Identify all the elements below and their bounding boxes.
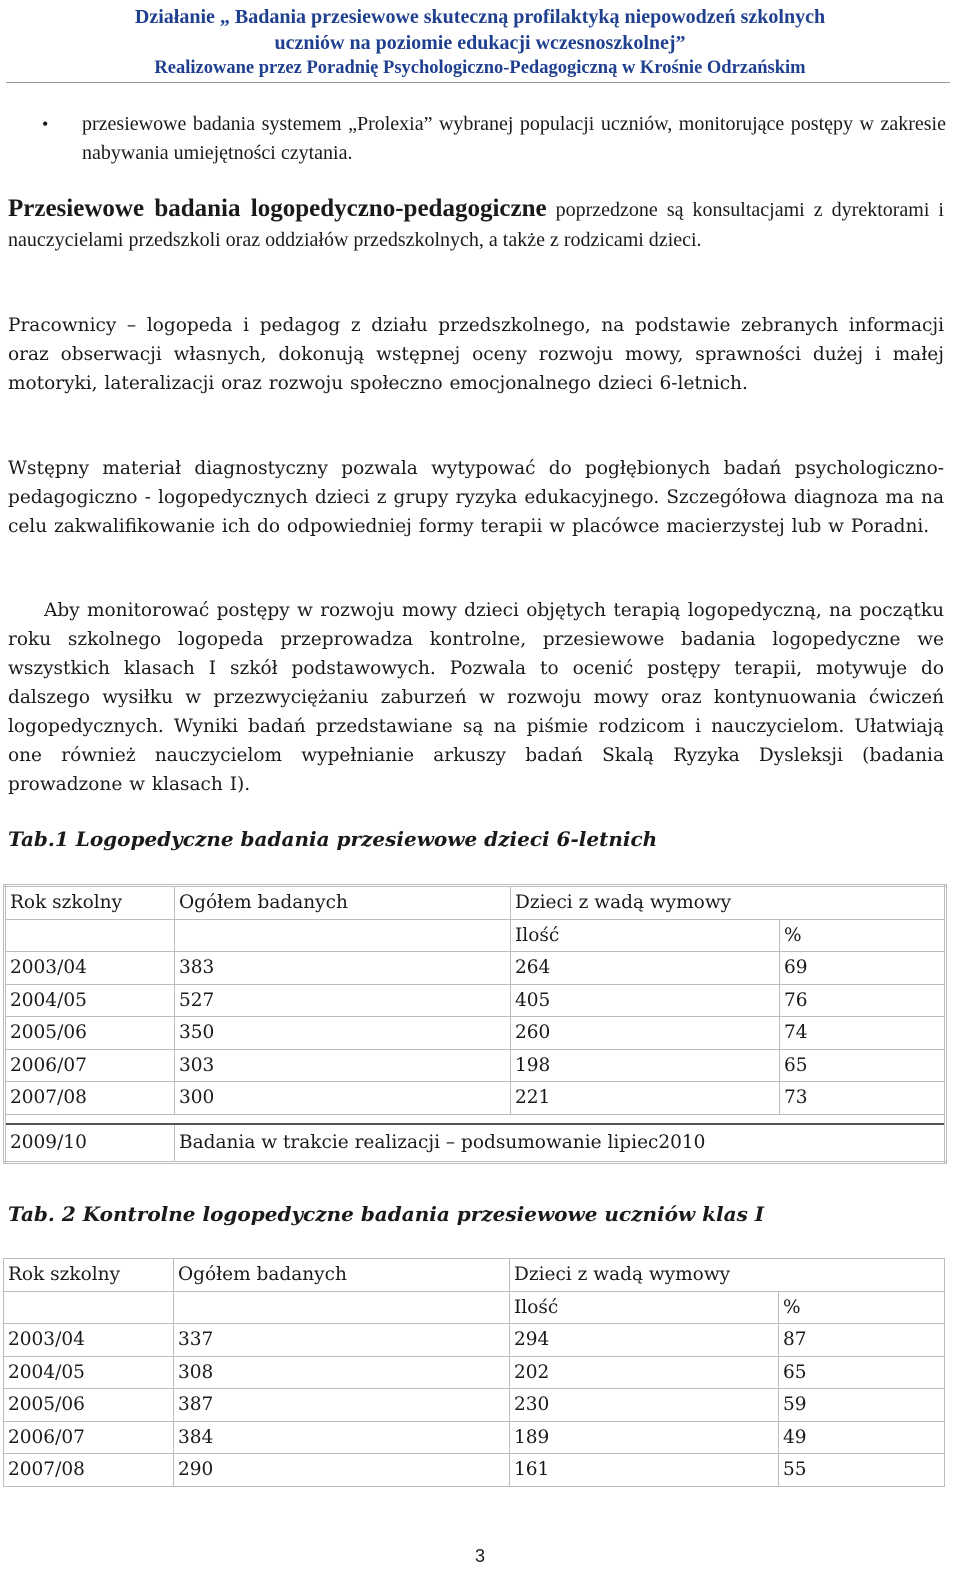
bullet-icon: • bbox=[42, 114, 49, 134]
table-cell-empty bbox=[4, 1291, 174, 1324]
table-cell: 308 bbox=[174, 1356, 510, 1389]
table-cell: 294 bbox=[510, 1324, 779, 1357]
table-row bbox=[5, 984, 946, 1017]
table-header-cell: Ogółem badanych bbox=[174, 1259, 510, 1292]
table-cell: 59 bbox=[779, 1389, 945, 1422]
table-cell: 387 bbox=[174, 1389, 510, 1422]
table-cell: 303 bbox=[175, 1049, 511, 1082]
table-row bbox=[4, 1389, 945, 1422]
header-line-3: Realizowane przez Poradnię Psychologiczno-Pedagogiczną w Krośnie Odrzańskim bbox=[154, 58, 806, 78]
table-row bbox=[4, 1324, 945, 1357]
table-header-cell: Rok szkolny bbox=[4, 1259, 174, 1292]
table-subheader-cell: % bbox=[779, 1291, 945, 1324]
table-cell: 2007/08 bbox=[4, 1454, 174, 1487]
paragraph-1 bbox=[8, 194, 944, 255]
table-cell: 189 bbox=[510, 1421, 779, 1454]
table-cell: 2005/06 bbox=[4, 1389, 174, 1422]
header-divider bbox=[6, 82, 950, 83]
table-subheader-cell: % bbox=[780, 919, 946, 952]
table-cell: 2006/07 bbox=[4, 1421, 174, 1454]
table-cell: 2005/06 bbox=[5, 1017, 175, 1050]
table-cell: 202 bbox=[510, 1356, 779, 1389]
table-cell: 2003/04 bbox=[4, 1324, 174, 1357]
table-cell: 384 bbox=[174, 1421, 510, 1454]
header-line-1: Działanie „ Badania przesiewowe skuteczną profilaktyką niepowodzeń szkolnych bbox=[134, 6, 826, 28]
table-cell: 2006/07 bbox=[5, 1049, 175, 1082]
table-row bbox=[5, 1082, 946, 1115]
table-cell: 337 bbox=[174, 1324, 510, 1357]
table-cell: 87 bbox=[779, 1324, 945, 1357]
table-subheader-cell: Ilość bbox=[511, 919, 780, 952]
table-cell: 350 bbox=[175, 1017, 511, 1050]
bullet-text: przesiewowe badania systemem „Prolexia” wybranej populacji uczniów, monitorujące postępy w zakresie nabywania umiejętności czytania. bbox=[82, 113, 946, 164]
table-header-cell: Ogółem badanych bbox=[175, 886, 511, 920]
table-row bbox=[4, 1356, 945, 1389]
table-2-title: Tab. 2 Kontrolne logopedyczne badania przesiewowe uczniów klas I bbox=[8, 1202, 765, 1226]
table-cell: 73 bbox=[780, 1082, 946, 1115]
paragraph-1-lead: Przesiewowe badania logopedyczno-pedagogiczne bbox=[8, 195, 547, 222]
table-header-cell: Rok szkolny bbox=[5, 886, 175, 920]
table-cell: 260 bbox=[511, 1017, 780, 1050]
table-cell: 2003/04 bbox=[5, 952, 175, 985]
table-header-cell: Dzieci z wadą wymowy bbox=[511, 886, 946, 920]
table-cell-empty bbox=[174, 1291, 510, 1324]
table-cell: 290 bbox=[174, 1454, 510, 1487]
table-cell: 2004/05 bbox=[5, 984, 175, 1017]
table-cell: 527 bbox=[175, 984, 511, 1017]
table-row bbox=[4, 1421, 945, 1454]
table-cell: 49 bbox=[779, 1421, 945, 1454]
table-cell: 230 bbox=[510, 1389, 779, 1422]
table-note-text: Badania w trakcie realizacji – podsumowanie lipiec2010 bbox=[175, 1124, 946, 1163]
table-2 bbox=[3, 1258, 945, 1487]
table-header-cell: Dzieci z wadą wymowy bbox=[510, 1259, 945, 1292]
header-line-2: uczniów na poziomie edukacji wczesnoszkolnej” bbox=[274, 32, 686, 54]
paragraph-2: Pracownicy – logopeda i pedagog z działu przedszkolnego, na podstawie zebranych informacji oraz obserwacji własnych, dokonują wstępnej oceny rozwoju mowy, sprawności dużej i małej motoryki, lateralizacji oraz rozwoju społeczno emocjonalnego dzieci 6-letnich. bbox=[8, 315, 944, 394]
table-row bbox=[5, 1049, 946, 1082]
table-cell: 74 bbox=[780, 1017, 946, 1050]
table-cell: 264 bbox=[511, 952, 780, 985]
document-header bbox=[0, 4, 960, 80]
paragraph-3: Wstępny materiał diagnostyczny pozwala wytypować do pogłębionych badań psychologiczno- pedagogiczno - logopedycznych dzieci z grupy ryzyka edukacyjnego. Szczegółowa diagnoza ma na celu zakwalifikowanie ich do odpowiedniej formy terapii w placówce macierzystej lub w Poradni. bbox=[8, 458, 944, 537]
table-spacer-cell bbox=[5, 1114, 946, 1124]
table-cell: 76 bbox=[780, 984, 946, 1017]
table-cell: 55 bbox=[779, 1454, 945, 1487]
table-subheader-cell: Ilość bbox=[510, 1291, 779, 1324]
table-row bbox=[5, 1017, 946, 1050]
table-note-year: 2009/10 bbox=[5, 1124, 175, 1163]
table-cell: 383 bbox=[175, 952, 511, 985]
table-cell: 2007/08 bbox=[5, 1082, 175, 1115]
table-spacer-row bbox=[5, 1114, 946, 1124]
table-cell: 69 bbox=[780, 952, 946, 985]
table-cell: 405 bbox=[511, 984, 780, 1017]
table-cell: 300 bbox=[175, 1082, 511, 1115]
table-cell: 65 bbox=[779, 1356, 945, 1389]
page-number: 3 bbox=[474, 1546, 485, 1566]
table-cell-empty bbox=[5, 919, 175, 952]
table-row bbox=[5, 952, 946, 985]
bullet-item bbox=[42, 110, 946, 168]
paragraph-4: Aby monitorować postępy w rozwoju mowy dzieci objętych terapią logopedyczną, na początku roku szkolnego logopeda przeprowadza kontrolne, przesiewowe badania logopedyczne we wszystkich klasach I szkół podstawowych. Pozwala to ocenić postępy terapii, motywuje do dalszego wysiłku w przezwyciężaniu zaburzeń w rozwoju mowy oraz kontynuowania ćwiczeń logopedycznych. Wyniki badań przedstawiane są na piśmie rodzicom i nauczycielom. Ułatwiają one również nauczycielom wypełnianie arkuszy badań Skalą Ryzyka Dysleksji (badania prowadzone w klasach I). bbox=[8, 600, 944, 795]
table-1 bbox=[3, 884, 947, 1164]
table-cell: 2004/05 bbox=[4, 1356, 174, 1389]
paragraph-1-rest: poprzedzone są konsultacjami z dyrektorami i nauczycielami przedszkoli oraz oddziałów przedszkolnych, a także z rodzicami dzieci. bbox=[8, 199, 944, 251]
table-cell-empty bbox=[175, 919, 511, 952]
table-cell: 198 bbox=[511, 1049, 780, 1082]
table-cell: 221 bbox=[511, 1082, 780, 1115]
table-cell: 161 bbox=[510, 1454, 779, 1487]
table-row bbox=[4, 1454, 945, 1487]
table-note-row bbox=[5, 1124, 946, 1163]
table-1-title: Tab.1 Logopedyczne badania przesiewowe dzieci 6-letnich bbox=[8, 827, 658, 851]
table-cell: 65 bbox=[780, 1049, 946, 1082]
